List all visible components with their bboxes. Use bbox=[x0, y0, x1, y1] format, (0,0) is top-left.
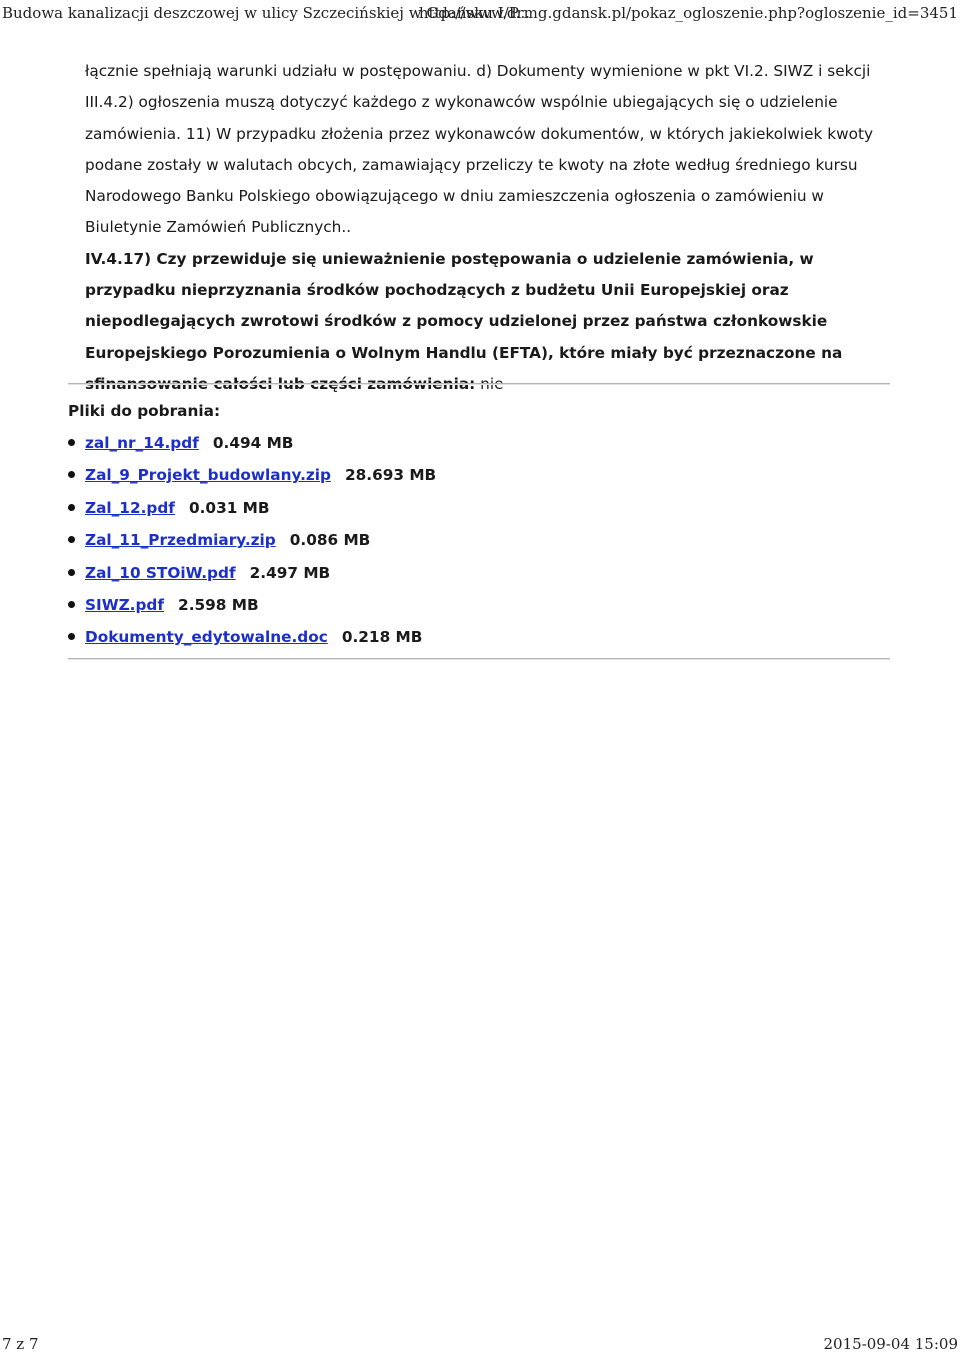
file-size: 2.497 MB bbox=[249, 563, 331, 582]
question-paragraph bbox=[85, 244, 905, 400]
list-item bbox=[68, 594, 436, 626]
file-link[interactable]: zal_nr_14.pdf bbox=[85, 434, 199, 452]
file-size: 0.086 MB bbox=[289, 531, 371, 550]
file-link[interactable]: SIWZ.pdf bbox=[85, 595, 165, 614]
question-label: IV.4.17) Czy przewiduje się unieważnienie postępowania o udzielenie zamówienia, w przypadku nieprzyznania środków pochodzących z budżetu Unii Europejskiej oraz niepodlegających zwrotowi środków z pomocy udzielonej przez państwa członkowskie Europejskiego Porozumienia o Wolnym Handlu (EFTA), które miały być przeznaczone na sfinansowanie całości lub części zamówienia: bbox=[85, 249, 843, 393]
file-size: 28.693 MB bbox=[344, 466, 437, 485]
file-size: 0.494 MB bbox=[212, 434, 294, 452]
question-answer: nie bbox=[475, 374, 504, 393]
file-link[interactable]: Zal_11_Przedmiary.zip bbox=[85, 531, 276, 550]
print-datetime: 2015-09-04 15:09 bbox=[823, 1335, 958, 1353]
body-paragraph: łącznie spełniają warunki udziału w postępowaniu. d) Dokumenty wymienione w pkt VI.2. SIWZ i sekcji III.4.2) ogłoszenia muszą dotyczyć każdego z wykonawców wspólnie ubiegających się o udzielenie zamówienia. 11) W przypadku złożenia przez wykonawców dokumentów, w których jakiekolwiek kwoty podane zostały w walutach obcych, zamawiający przeliczy te kwoty na złote według średniego kursu Narodowego Banku Polskiego obowiązującego w dniu zamieszczenia ogłoszenia o zamówieniu w Biuletynie Zamówień Publicznych.. bbox=[85, 62, 874, 237]
list-item bbox=[68, 562, 436, 594]
bullet-icon bbox=[68, 471, 75, 478]
print-header-title: Budowa kanalizacji deszczowej w ulicy Szczecińskiej w Gdańsku I/P... bbox=[2, 4, 531, 22]
downloads-list bbox=[68, 432, 436, 659]
list-item bbox=[68, 432, 436, 464]
bullet-icon bbox=[68, 504, 75, 511]
file-size: 2.598 MB bbox=[178, 595, 259, 614]
list-item bbox=[68, 464, 436, 496]
bullet-icon bbox=[68, 633, 75, 640]
divider-top bbox=[68, 383, 890, 385]
file-size: 0.218 MB bbox=[341, 628, 423, 647]
bullet-icon bbox=[68, 601, 75, 608]
announcement-body bbox=[85, 56, 905, 400]
file-link[interactable]: Dokumenty_edytowalne.doc bbox=[85, 628, 328, 647]
list-item bbox=[68, 626, 436, 658]
bullet-icon bbox=[68, 569, 75, 576]
print-header-url: http://www.drmg.gdansk.pl/pokaz_ogloszenie.php?ogloszenie_id=3451 bbox=[418, 4, 958, 22]
list-item bbox=[68, 497, 436, 529]
downloads-heading: Pliki do pobrania: bbox=[68, 402, 221, 420]
bullet-icon bbox=[68, 439, 75, 446]
bullet-icon bbox=[68, 536, 75, 543]
file-link[interactable]: Zal_9_Projekt_budowlany.zip bbox=[85, 466, 331, 485]
file-size: 0.031 MB bbox=[188, 498, 270, 517]
print-header bbox=[0, 4, 960, 26]
file-link[interactable]: Zal_10 STOiW.pdf bbox=[85, 563, 236, 582]
divider-bottom bbox=[68, 658, 890, 660]
list-item bbox=[68, 529, 436, 561]
file-link[interactable]: Zal_12.pdf bbox=[85, 498, 175, 517]
page-number: 7 z 7 bbox=[2, 1335, 39, 1353]
